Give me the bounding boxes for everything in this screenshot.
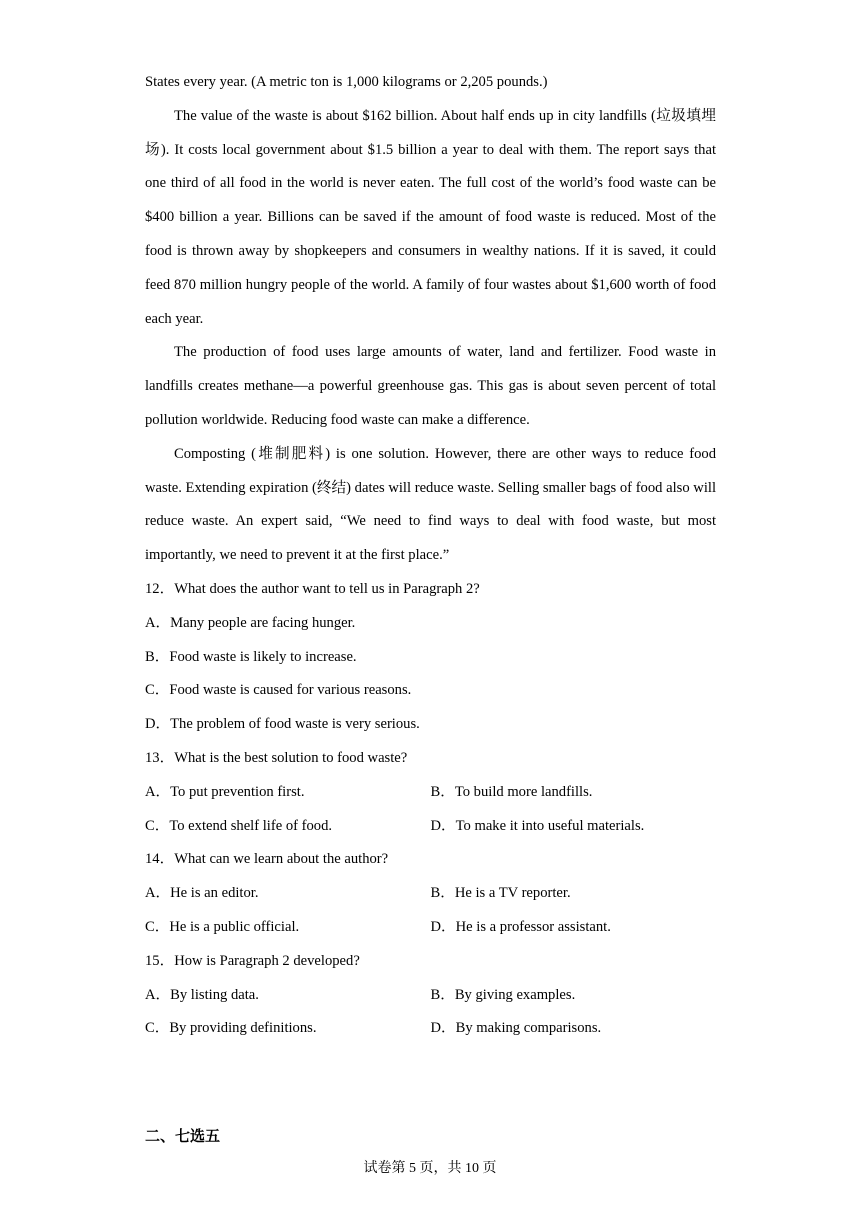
option-c: C．By providing definitions. [145, 1020, 317, 1037]
question-stem: 14．What can we learn about the author? [145, 851, 389, 868]
question-stem: 12．What does the author want to tell us in Paragraph 2? [145, 580, 480, 597]
option-c: C．Food waste is caused for various reasons. [145, 682, 412, 699]
option-d: D．The problem of food waste is very serious. [145, 716, 420, 733]
passage-paragraph-2: The value of the waste is about $162 billion. About half ends up in city landfills (垃圾填埋场). It costs local government about $1.5 billion a year to deal with them. The report says that one third of all food in the world is never eaten. The full cost of the world’s food waste can be $400 billion a year. Billions can be saved if the amount of food waste is reduced. Most of the food is thrown away by shopkeepers and consumers in wealthy nations. If it is saved, it could feed 870 million hungry people of the world. A family of four wastes about $1,600 worth of food each year. [145, 107, 716, 327]
question-15 [145, 945, 716, 1046]
question-12 [145, 573, 716, 742]
option-d: D．He is a professor assistant. [430, 918, 611, 935]
option-d: D．To make it into useful materials. [430, 817, 645, 834]
option-c: C．He is a public official. [145, 918, 300, 935]
option-b: B．By giving examples. [430, 986, 576, 1003]
passage-continuation: States every year. (A metric ton is 1,000 kilograms or 2,205 pounds.) [145, 74, 548, 90]
option-a: A．Many people are facing hunger. [145, 614, 356, 631]
question-13 [145, 742, 716, 843]
option-d: D．By making comparisons. [430, 1020, 602, 1037]
option-b: B．To build more landfills. [430, 783, 593, 800]
option-a: A．He is an editor. [145, 885, 259, 902]
section-heading: 二、七选五 [145, 1127, 221, 1145]
option-b: B．Food waste is likely to increase. [145, 648, 357, 665]
question-stem: 13．What is the best solution to food waste? [145, 749, 408, 766]
passage-paragraph-3: The production of food uses large amounts of water, land and fertilizer. Food waste in landfills creates methane—a powerful greenhouse gas. This gas is about seven percent of total pollution worldwide. Reducing food waste can make a difference. [145, 344, 716, 428]
question-14 [145, 843, 716, 944]
passage-paragraph-4: Composting (堆制肥料) is one solution. However, there are other ways to reduce food waste. Extending expiration (终结) dates will reduce waste. Selling smaller bags of food also will reduce waste. An expert said, “We need to find ways to deal with food waste, but most importantly, we need to prevent it at the first place.” [145, 445, 716, 564]
option-b: B．He is a TV reporter. [430, 885, 571, 902]
option-a: A．By listing data. [145, 986, 259, 1003]
document-body [145, 0, 716, 1046]
option-c: C．To extend shelf life of food. [145, 817, 333, 834]
page-footer: 试卷第 5 页，共 10 页 [363, 1161, 497, 1176]
option-a: A．To put prevention first. [145, 783, 305, 800]
question-stem: 15．How is Paragraph 2 developed? [145, 952, 360, 969]
